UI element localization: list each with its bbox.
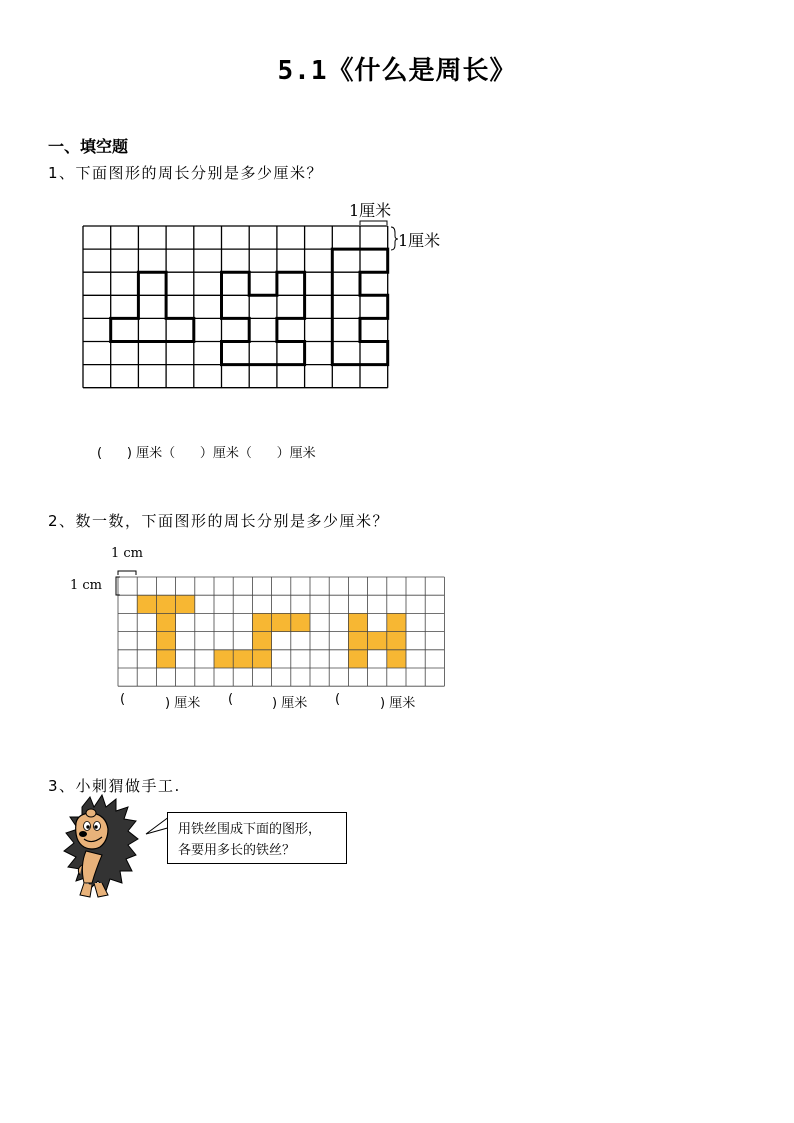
unit-label-top: 1厘米	[349, 201, 392, 220]
unit-label-1cm-top: 1 cm	[111, 546, 144, 561]
bubble-line-1: 用铁丝围成下面的图形，	[178, 822, 322, 837]
question-1: 1、下面图形的周长分别是多少厘米？	[48, 164, 324, 182]
filled-cell	[368, 632, 387, 650]
outlined-shape-1	[111, 272, 194, 341]
filled-cell	[252, 650, 271, 668]
unit-label-right: 1厘米	[398, 231, 441, 250]
unit-label-1cm-left: 1 cm	[70, 578, 103, 593]
filled-cell	[348, 650, 367, 668]
answer-3-unit: ) 厘米	[380, 696, 416, 711]
unit-bracket-right	[391, 227, 398, 250]
filled-cell	[272, 613, 291, 631]
answer-line-1: ( ) 厘米（ ）厘米（ ）厘米	[97, 446, 316, 461]
answer-2-open: (	[228, 692, 234, 707]
unit-bracket-top	[118, 571, 136, 575]
hedgehog-icon	[62, 795, 142, 900]
answer-1-unit: ) 厘米	[165, 696, 201, 711]
filled-cell	[176, 595, 195, 613]
filled-cell	[156, 613, 175, 631]
unit-bracket-top	[360, 221, 387, 225]
filled-cell	[214, 650, 233, 668]
speech-bubble	[167, 812, 347, 864]
page-title: 5.1《什么是周长》	[277, 56, 517, 86]
filled-cell	[252, 632, 271, 650]
grid-lines	[118, 577, 444, 686]
filled-cell	[233, 650, 252, 668]
question-3: 3、小刺猬做手工.	[48, 777, 181, 795]
filled-cell	[387, 613, 406, 631]
filled-cell	[387, 650, 406, 668]
answer-1-open: (	[120, 692, 126, 707]
filled-cell	[252, 613, 271, 631]
filled-cell	[156, 595, 175, 613]
filled-cell	[291, 613, 310, 631]
filled-cell	[156, 632, 175, 650]
filled-cell	[156, 650, 175, 668]
answer-2-unit: ) 厘米	[272, 696, 308, 711]
grid-figure-1	[82, 218, 412, 393]
filled-cell	[387, 632, 406, 650]
section-heading: 一、填空题	[48, 137, 129, 156]
filled-cell	[137, 595, 156, 613]
filled-cell	[348, 613, 367, 631]
answer-3-open: (	[335, 692, 341, 707]
bubble-line-2: 各要用多长的铁丝？	[178, 843, 296, 858]
filled-cell	[348, 632, 367, 650]
grid-figure-2	[116, 560, 446, 690]
question-2: 2、数一数，下面图形的周长分别是多少厘米？	[48, 512, 390, 530]
speech-bubble-tail	[145, 812, 169, 842]
